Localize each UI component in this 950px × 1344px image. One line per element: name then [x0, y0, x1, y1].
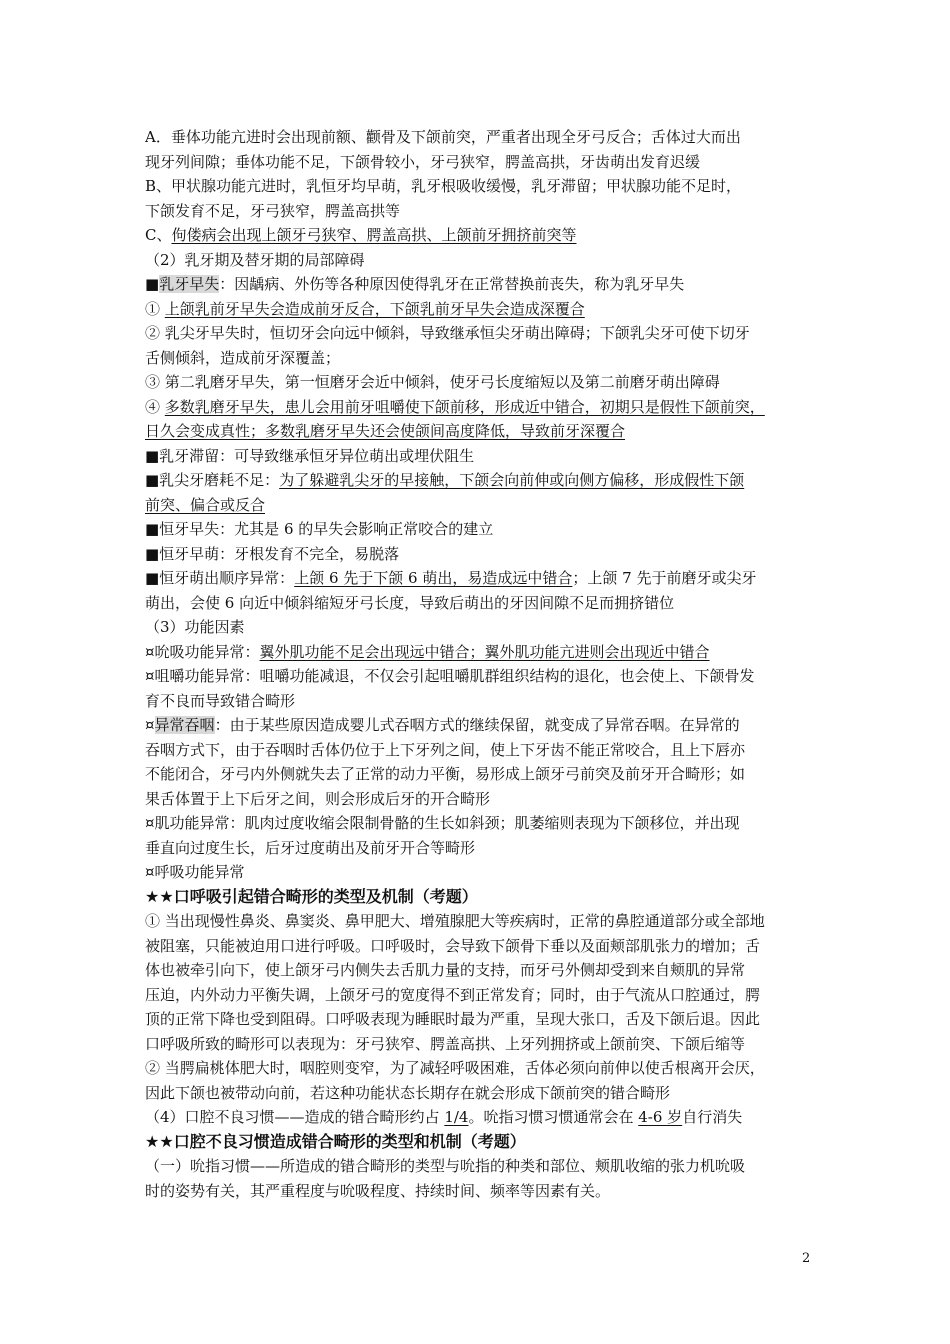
text-line: 萌出，会使 6 向近中倾斜缩短牙弓长度，导致后萌出的牙因间隙不足而拥挤错位 — [145, 593, 675, 612]
text-line: 果舌体置于上下后牙之间，则会形成后牙的开合畸形 — [145, 789, 491, 808]
section-heading: ★★口呼吸引起错合畸形的类型及机制（考题） — [145, 886, 478, 906]
text-span: ① — [145, 299, 165, 318]
text-span: 。吮指习惯习惯通常会在 — [468, 1108, 639, 1126]
text-span: ：因龋病、外伤等各种原因使得乳牙在正常替换前丧失，称为乳牙早失 — [219, 275, 685, 293]
text-line: 不能闭合，牙弓内外侧就失去了正常的动力平衡，易形成上颌牙弓前突及前牙开合畸形；如 — [145, 765, 746, 783]
text-line: 下颌发育不足，牙弓狭窄，腭盖高拱等 — [145, 201, 401, 220]
text-span: ¤吮吸功能异常： — [145, 642, 260, 661]
page-number: 2 — [802, 1251, 811, 1266]
text-line — [145, 713, 810, 738]
text-span: ¤ — [145, 716, 155, 734]
text-span: C、 — [145, 226, 172, 244]
text-line: （一）吮指习惯——所造成的错合畸形的类型与吮指的种类和部位、颊肌收缩的张力机吮吸 — [145, 1157, 746, 1175]
text-line: 顶的正常下降也受到阻碍。口呼吸表现为睡眠时最为严重，呈现大张口，舌及下颌后退。因此 — [145, 1010, 761, 1028]
text-line — [145, 297, 810, 322]
underlined-text: 佝偻病会出现上颌牙弓狭窄、腭盖高拱、上颌前牙拥挤前突等 — [171, 226, 577, 244]
underlined-text: 上颌乳前牙早失会造成前牙反合，下颌乳前牙早失会造成深覆合 — [164, 299, 585, 318]
underlined-line: 日久会变成真性；多数乳磨牙早失还会使颌间高度降低，导致前牙深覆合 — [145, 422, 626, 440]
text-line: 现牙列间隙；垂体功能不足，下颌骨较小，牙弓狭窄，腭盖高拱，牙齿萌出发育迟缓 — [145, 152, 701, 171]
underlined-text: 为了躲避乳尖牙的早接触，下颌会向前伸或向侧方偏移，形成假性下颌 — [279, 471, 745, 489]
text-line: A．垂体功能亢进时会出现前额、颧骨及下颌前突，严重者出现全牙弓反合；舌体过大而出 — [145, 128, 741, 146]
text-line: 因此下颌也被带动向前，若这种功能状态长期存在就会形成下颌前突的错合畸形 — [145, 1083, 671, 1102]
text-line: ② 乳尖牙早失时，恒切牙会向远中倾斜，导致继承恒尖牙萌出障碍；下颌乳尖牙可使下切牙 — [145, 324, 750, 342]
text-line — [145, 272, 810, 297]
section-subheading: （3）功能因素 — [145, 618, 245, 636]
text-line: ¤咀嚼功能异常：咀嚼功能减退，不仅会引起咀嚼肌群组织结构的退化，也会使上、下颌骨发 — [145, 667, 755, 685]
text-line: 口呼吸所致的畸形可以表现为：牙弓狭窄、腭盖高拱、上牙列拥挤或上颌前突、下颌后缩等 — [145, 1034, 746, 1053]
text-line: ■恒牙早失：尤其是 6 的早失会影响正常咬合的建立 — [145, 520, 494, 538]
text-line: 育不良而导致错合畸形 — [145, 691, 296, 710]
underlined-line: 前突、偏合或反合 — [145, 495, 266, 514]
text-line: ■恒牙早萌：牙根发育不完全，易脱落 — [145, 544, 400, 563]
bullet-square: ■ — [145, 275, 160, 293]
text-line — [145, 1105, 810, 1130]
text-span: 自行消失 — [682, 1108, 743, 1126]
text-line: 时的姿势有关，其严重程度与吮吸程度、持续时间、频率等因素有关。 — [145, 1181, 611, 1200]
section-subheading: （2）乳牙期及替牙期的局部障碍 — [145, 250, 365, 269]
text-line: 垂直向过度生长，后牙过度萌出及前牙开合等畸形 — [145, 838, 476, 857]
text-line: ① 当出现慢性鼻炎、鼻窦炎、鼻甲肥大、增殖腺肥大等疾病时，正常的鼻腔通道部分或全部地 — [145, 912, 765, 930]
text-line: 被阻塞，只能被迫用口进行呼吸。口呼吸时，会导致下颌骨下垂以及面颊部肌张力的增加；舌 — [145, 936, 761, 955]
underlined-text: 上颌 6 先于下颌 6 萌出，易造成远中错合 — [294, 569, 573, 587]
text-line: B、甲状腺功能亢进时，乳恒牙均早萌，乳牙根吸收缓慢，乳牙滞留；甲状腺功能不足时， — [145, 177, 742, 195]
text-span: （4）口腔不良习惯——造成的错合畸形约占 — [145, 1108, 445, 1126]
text-line: ¤肌功能异常：肌肉过度收缩会限制骨骼的生长如斜颈；肌萎缩则表现为下颌移位，并出现 — [145, 814, 740, 832]
text-span: ■恒牙萌出顺序异常： — [145, 569, 295, 587]
text-line: ■乳牙滞留：可导致继承恒牙异位萌出或埋伏阻生 — [145, 446, 475, 465]
underlined-text: 4-6 岁 — [638, 1108, 683, 1126]
underlined-text: 翼外肌功能不足会出现远中错合；翼外肌功能亢进则会出现近中错合 — [259, 642, 710, 661]
text-line: 压迫，内外动力平衡失调，上颌牙弓的宽度得不到正常发育；同时，由于气流从口腔通过，腭 — [145, 985, 761, 1004]
text-line: ¤呼吸功能异常 — [145, 863, 245, 881]
highlighted-term: 乳牙早失 — [159, 275, 220, 293]
text-span: ；上颌 7 先于前磨牙或尖牙 — [572, 569, 757, 587]
text-line: ② 当腭扁桃体肥大时，咽腔则变窄，为了减轻呼吸困难，舌体必须向前伸以使舌根离开会厌， — [145, 1059, 765, 1077]
text-span: ：由于某些原因造成婴儿式吞咽方式的继续保留，就变成了异常吞咽。在异常的 — [214, 716, 740, 734]
text-line: 体也被牵引向下，使上颌牙弓内侧失去舌肌力量的支持，而牙弓外侧却受到来自颊肌的异常 — [145, 961, 746, 979]
text-span: ■乳尖牙磨耗不足： — [145, 471, 280, 489]
underlined-text: 多数乳磨牙早失，患儿会用前牙咀嚼使下颌前移，形成近中错合，初期只是假性下颌前突， — [164, 397, 765, 416]
text-line: 吞咽方式下，由于吞咽时舌体仍位于上下牙列之间，使上下牙齿不能正常咬合，且上下唇亦 — [145, 740, 746, 759]
highlighted-term: 异常吞咽 — [154, 716, 215, 734]
text-line — [145, 566, 810, 591]
text-line — [145, 395, 810, 420]
text-span: ④ — [145, 397, 165, 416]
document-body — [145, 125, 810, 1203]
text-line: 舌侧倾斜，造成前牙深覆盖； — [145, 348, 341, 367]
text-line — [145, 468, 810, 493]
underlined-text: 1/4 — [444, 1108, 469, 1126]
text-line: ③ 第二乳磨牙早失，第一恒磨牙会近中倾斜，使牙弓长度缩短以及第二前磨牙萌出障碍 — [145, 373, 720, 391]
text-line — [145, 640, 810, 665]
text-line — [145, 223, 810, 248]
section-heading: ★★口腔不良习惯造成错合畸形的类型和机制（考题） — [145, 1131, 526, 1151]
